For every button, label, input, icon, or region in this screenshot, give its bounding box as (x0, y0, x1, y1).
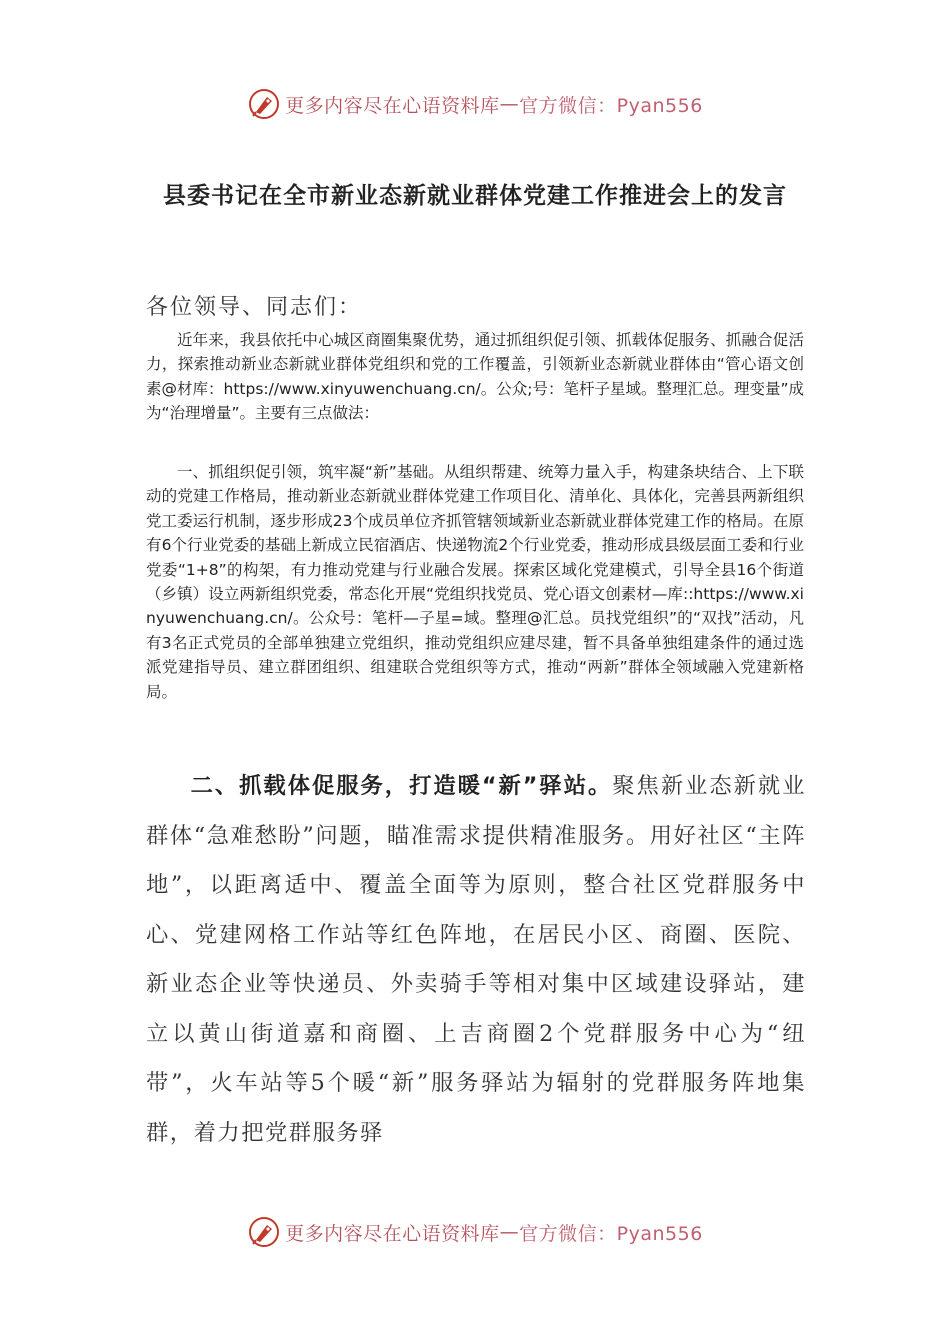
section-two-heading: 二、抓载体促服务，打造暖“新”驿站。 (190, 773, 613, 799)
watermark-banner-bottom (0, 1212, 950, 1252)
watermark-text: 更多内容尽在心语资料库 (285, 94, 500, 117)
watermark-wechat: 官方微信：Pyan556 (519, 1222, 703, 1245)
section-two-paragraph (146, 762, 806, 1158)
document-title: 县委书记在全市新业态新就业群体党建工作推进会上的发言 (163, 183, 787, 209)
pen-nib-logo-icon (247, 1215, 281, 1249)
salutation: 各位领导、同志们： (146, 295, 363, 320)
watermark-separator: — (499, 1221, 520, 1243)
watermark-wechat: 官方微信：Pyan556 (519, 94, 703, 117)
section-one-paragraph: 一、抓组织促引领，筑牢凝“新”基础。从组织帮建、统筹力量入手，构建条块结合、上下联动的党建工作格局，推动新业态新就业群体党建工作项目化、清单化、具体化，完善县两新组织党工委运行机制，逐步形成23个成员单位齐抓管辖领域新业态新就业群体党建工作的格局。在原有6个行业党委的基础上新成立民宿酒店、快递物流2个行业党委，推动形成县级层面工委和行业党委“1+8”的构架，有力推动党建与行业融合发展。探索区域化党建模式，引导全县16个街道（乡镇）设立两新组织党委，常态化开展“党组织找党员、党心语文创素材—库::https://www.xinyuwenchuang.cn/。公众号：笔杆—子星=域。整理@汇总。员找党组织”的“双找”活动，凡有3名正式党员的全部单独建立党组织，推动党组织应建尽建，暂不具备单独组建条件的通过选派党建指导员、建立群团组织、组建联合党组织等方式，推动“两新”群体全领域融入党建新格局。 (146, 463, 804, 701)
intro-paragraph: 近年来，我县依托中心城区商圈集聚优势，通过抓组织促引领、抓载体促服务、抓融合促活力，探索推动新业态新就业群体党组织和党的工作覆盖，引领新业态新就业群体由“管心语文创素@材库：https://www.xinyuwenchuang.cn/。公众;号：笔杆子星域。整理汇总。理变量”成为“治理增量”。主要有三点做法： (146, 331, 805, 423)
watermark-banner-top (0, 84, 950, 124)
watermark-separator: — (499, 93, 520, 115)
section-two-body: 聚焦新业态新就业群体“急难愁盼”问题，瞄准需求提供精准服务。用好社区“主阵地”，以距离适中、覆盖全面等为原则，整合社区党群服务中心、党建网格工作站等红色阵地，在居民小区、商圈、医院、新业态企业等快递员、外卖骑手等相对集中区域建设驿站，建立以黄山街道嘉和商圈、上吉商圈2个党群服务中心为“纽带”，火车站等5个暖“新”服务驿站为辐射的党群服务阵地集群，着力把党群服务驿 (146, 773, 806, 1146)
watermark-text: 更多内容尽在心语资料库 (285, 1222, 500, 1245)
pen-nib-logo-icon (247, 87, 281, 121)
